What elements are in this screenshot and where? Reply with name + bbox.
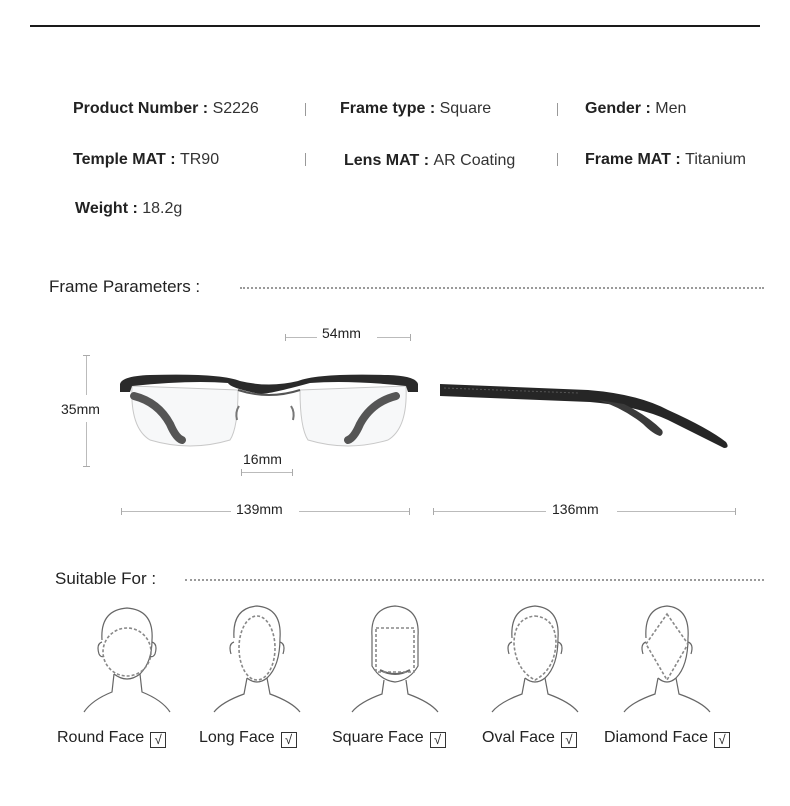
suitable-for-title: Suitable For : — [55, 569, 157, 588]
dimension-tick — [735, 508, 736, 515]
lens-height-label: 35mm — [61, 401, 100, 417]
spec-value: Square — [439, 100, 492, 117]
spec-product-number: Product Number : S2226 — [73, 100, 259, 117]
frame-width-label: 139mm — [236, 501, 283, 517]
dimension-tick — [83, 466, 90, 467]
checkbox-icon: √ — [281, 732, 297, 748]
dimension-tick — [292, 469, 293, 476]
spec-value: TR90 — [179, 151, 220, 168]
glasses-side-illustration — [438, 380, 738, 460]
dimension-line — [86, 422, 87, 466]
face-label-text: Long Face — [199, 729, 275, 746]
spec-label: Frame type — [340, 100, 426, 117]
dimension-tick — [121, 508, 122, 515]
oval-face-icon — [490, 600, 580, 715]
spec-frame-mat: Frame MAT : Titanium — [585, 151, 746, 168]
square-face-icon — [350, 600, 440, 715]
checkbox-icon: √ — [561, 732, 577, 748]
separator — [557, 153, 558, 166]
dimension-line — [433, 511, 546, 512]
dotted-divider — [185, 579, 764, 581]
face-label-text: Diamond Face — [604, 729, 709, 746]
spec-label: Lens MAT — [344, 152, 420, 169]
glasses-front-illustration — [110, 368, 420, 458]
spec-label: Product Number — [73, 100, 199, 117]
spec-label: Frame MAT — [585, 151, 671, 168]
separator — [557, 103, 558, 116]
lens-width-label: 54mm — [322, 325, 361, 341]
separator — [305, 103, 306, 116]
spec-value: AR Coating — [433, 152, 516, 169]
checkbox-icon: √ — [150, 732, 166, 748]
dimension-line — [377, 337, 411, 338]
dimension-tick — [433, 508, 434, 515]
top-divider — [30, 25, 760, 27]
dimension-tick — [285, 334, 286, 341]
dimension-tick — [409, 508, 410, 515]
face-label-oval — [482, 729, 577, 748]
dimension-line — [241, 472, 293, 473]
checkbox-icon: √ — [714, 732, 730, 748]
spec-value: 18.2g — [142, 200, 183, 217]
spec-value: Titanium — [685, 151, 746, 168]
face-label-round — [57, 729, 166, 748]
dimension-tick — [83, 355, 90, 356]
dotted-divider — [240, 287, 764, 289]
spec-lens-mat: Lens MAT : AR Coating — [344, 152, 516, 169]
temple-length-label: 136mm — [552, 501, 599, 517]
dimension-line — [285, 337, 317, 338]
spec-value: S2226 — [212, 100, 259, 117]
face-label-diamond — [604, 729, 730, 748]
dimension-line — [617, 511, 735, 512]
separator — [305, 153, 306, 166]
bridge-width-label: 16mm — [243, 451, 282, 467]
face-label-text: Oval Face — [482, 729, 555, 746]
dimension-tick — [241, 469, 242, 476]
spec-value: Men — [655, 100, 687, 117]
face-label-square — [332, 729, 446, 748]
dimension-line — [299, 511, 409, 512]
face-label-text: Square Face — [332, 729, 424, 746]
round-face-icon — [82, 600, 172, 715]
frame-parameters-title: Frame Parameters : — [49, 277, 201, 296]
checkbox-icon: √ — [430, 732, 446, 748]
face-label-text: Round Face — [57, 729, 145, 746]
dimension-line — [121, 511, 231, 512]
spec-weight: Weight : 18.2g — [75, 200, 183, 217]
long-face-icon — [212, 600, 302, 715]
dimension-tick — [410, 334, 411, 341]
face-label-long — [199, 729, 297, 748]
spec-temple-mat: Temple MAT : TR90 — [73, 151, 220, 168]
spec-label: Temple MAT — [73, 151, 166, 168]
spec-frame-type: Frame type : Square — [340, 100, 492, 117]
spec-label: Gender — [585, 100, 642, 117]
dimension-line — [86, 355, 87, 395]
diamond-face-icon — [622, 600, 712, 715]
spec-label: Weight — [75, 200, 129, 217]
spec-gender: Gender : Men — [585, 100, 687, 117]
